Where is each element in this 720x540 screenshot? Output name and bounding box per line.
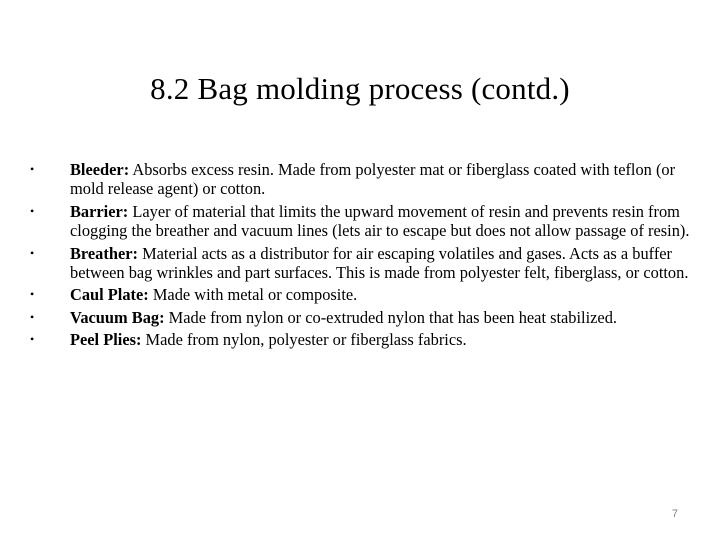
bullet-term: Peel Plies: [70,330,142,350]
bullet-text: Absorbs excess resin. Made from polyester mat or fiberglass coated with teflon (or mold release agent) or cotton. [70,160,676,199]
bullet-icon: • [30,203,35,218]
bullet-text: Material acts as a distributor for air escaping volatiles and gases. Acts as a buffer between bag wrinkles and part surfaces. This is made from polyester felt, fiberglass, or cotton. [70,243,689,283]
bullet-icon: • [30,162,35,176]
bullet-item-bleeder [30,160,690,199]
bullet-text: Made from nylon, polyester or fiberglass fabrics. [141,330,467,350]
bullet-term: Breather: [70,243,138,263]
bullet-term: Vacuum Bag: [70,307,165,327]
bullet-icon: • [30,309,35,324]
bullet-item-vacuum-bag [30,308,690,327]
bullet-term: Barrier: [70,201,129,221]
bullet-item-barrier [30,202,690,241]
bullet-icon: • [30,245,35,260]
bullet-text: Made from nylon or co-extruded nylon that has been heat stabilized. [164,307,618,327]
bullet-list [30,160,690,353]
bullet-item-breather [30,244,690,283]
bullet-item-peel-plies [30,330,690,349]
page-number: 7 [671,508,678,520]
slide-title: 8.2 Bag molding process (contd.) [150,71,570,106]
bullet-item-caul-plate [30,285,690,304]
bullet-icon: • [30,287,35,302]
bullet-text: Made with metal or composite. [148,285,358,305]
bullet-term: Caul Plate: [70,285,149,305]
bullet-icon: • [30,332,35,347]
bullet-term: Bleeder: [70,160,130,179]
bullet-text: Layer of material that limits the upward movement of resin and prevents resin from clogging the breather and vacuum lines (lets air to escape but does not allow passage of resin). [70,201,690,241]
